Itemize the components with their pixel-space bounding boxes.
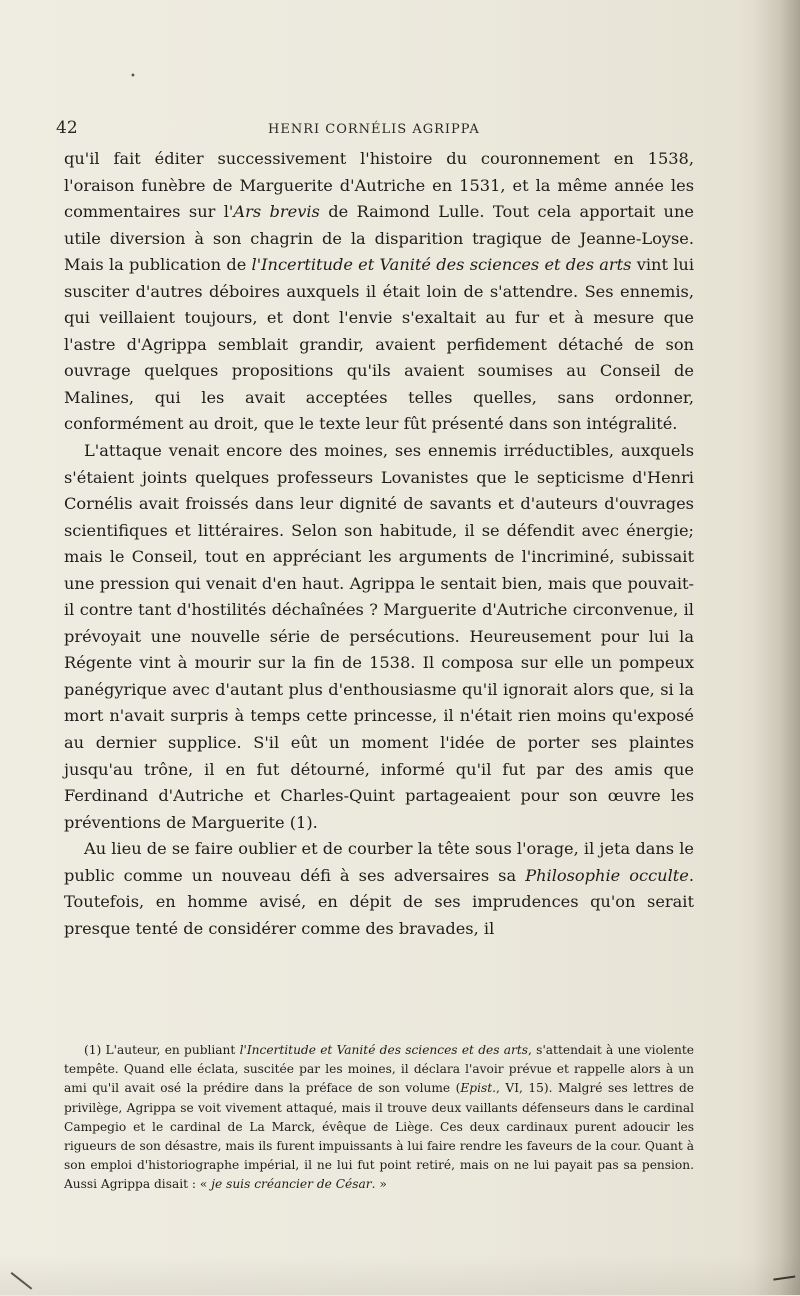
title-ars-brevis: Ars brevis [233, 202, 320, 222]
footnote-text: (1) L'auteur, en publiant l'Incertitude et Vanité des sciences et des arts, s'attendait à une violente tempête. Quand elle éclata, suscitée par les moines, il déclara l'avoir prévue et rappelle alors à un ami qu'il avait osé la prédire dans la préface de son volume (Epist., VI, 15). Malgré ses lettres de privilège, Agrippa se voit vivement attaqué, mais il trouve deux vaillants défenseurs dans le cardinal Campegio et le cardinal de La Marck, évêque de Liège. Ces deux cardinaux purent adoucir les rigueurs de son désastre, mais ils furent impuissants à lui faire rendre les faveurs de la cour. Quant à son emploi d'historiographe impérial, il ne lui fut point retiré, mais on ne lui payait pas sa pension. Aussi Agrippa disait : « je suis créancier de César. » [64, 1043, 694, 1192]
footnote [64, 1041, 694, 1195]
paragraph-1: qu'il fait éditer successivement l'histoire du couronnement en 1538, l'oraison funèbre de Marguerite d'Autriche en 1531, et la même année les commentaires sur l'Ars brevis de Raimond Lulle. Tout cela apportait une utile diversion à son chagrin de la disparition tragique de Jeanne-Loyse. Mais la publication de l'Incertitude et Vanité des sciences et des arts vint lui susciter d'autres déboires auxquels il était loin de s'attendre. Ses ennemis, qui veillaient toujours, et dont l'envie s'exaltait au fur et à mesure que l'astre d'Agrippa semblait grandir, avaient perfidement détaché de son ouvrage quelques propositions qu'ils avaient soumises au Conseil de Malines, qui les avait acceptées telles quelles, sans ordonner, conformément au droit, que le texte leur fût présenté dans son intégralité. [64, 149, 695, 434]
page-bottom-shade [0, 1255, 800, 1295]
page-header [0, 118, 800, 140]
paragraph-3: Au lieu de se faire oublier et de courber la tête sous l'orage, il jeta dans le public comme un nouveau défi à ses adversaires sa Philosophie occulte. Toutefois, en homme avisé, en dépit de ses imprudences qu'on serait presque tenté de considérer comme des bravades, il [64, 839, 694, 938]
paragraph-2: L'attaque venait encore des moines, ses ennemis irréductibles, auxquels s'étaient joints quelques professeurs Lovanistes que le septicisme d'Henri Cornélis avait froissés dans leur dignité de savants et d'auteurs d'ouvrages scientifiques et littéraires. Selon son habitude, il se défendit avec énergie; mais le Conseil, tout en appréciant les arguments de l'incriminé, subissait une pression qui venait d'en haut. Agrippa le sentait bien, mais que pouvait-il contre tant d'hostilités déchaînées ? Marguerite d'Autriche circonvenue, il prévoyait une nouvelle série de persécutions. Heureusement pour lui la Régente vint à mourir sur la fin de 1538. Il composa sur elle un pompeux panégyrique avec d'autant plus d'enthousiasme qu'il ignorait alors que, si la mort n'avait surpris à temps cette princesse, il n'était rien moins qu'exposé au dernier supplice. S'il eût un moment l'idée de porter ses plaintes jusqu'au trône, il en fut détourné, informé qu'il fut par des amis que Ferdinand d'Autriche et Charles-Quint partageaient pour son œuvre les préventions de Marguerite (1). [64, 441, 694, 832]
main-text [64, 146, 694, 942]
page-edge-shadow [754, 0, 800, 1295]
title-incertitude: l'Incertitude et Vanité des sciences et des arts [251, 255, 632, 275]
page-number: 42 [56, 118, 78, 138]
title-philosophie-occulte: Philosophie occulte [525, 865, 689, 885]
print-speck: • [130, 71, 136, 82]
running-title: HENRI CORNÉLIS AGRIPPA [268, 122, 480, 137]
